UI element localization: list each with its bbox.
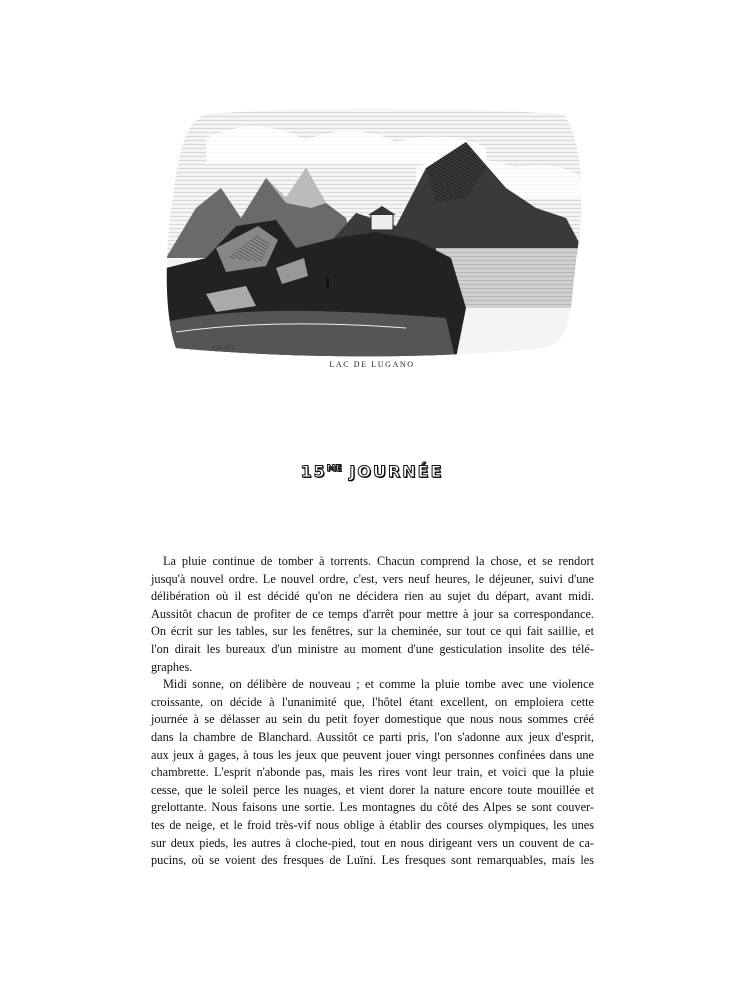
chapter-number: 15 [300, 462, 327, 481]
text-line: croissante, on décide à l'unanimité que, l'hôtel étant excellent, on emploiera cette [151, 694, 594, 709]
chapter-number-suffix: ME [326, 464, 342, 474]
paragraph-2 [151, 676, 594, 870]
text-line: Midi sonne, on délibère de nouveau ; et comme la pluie tombe avec une violence [163, 677, 594, 692]
text-line: jusqu'à nouvel ordre. Le nouvel ordre, c'est, vers neuf heures, le déjeuner, suivi d'une [151, 571, 594, 586]
text-line: l'on dirait les bureaux d'un ministre au moment d'une gesticulation insolite des télé- [151, 641, 594, 656]
text-line: graphes. [151, 659, 193, 674]
text-line: chambrette. L'esprit n'abonde pas, mais les rires vont leur train, et voici que la pluie [151, 765, 594, 780]
body-text [151, 553, 594, 870]
text-line: Aussitôt chacun de profiter de ce temps d'arrêt pour mettre à jour sa correspondance. [151, 606, 594, 621]
text-line: sur deux pieds, les autres à cloche-pied, tout en nous dirigeant vers un couvent de ca- [151, 835, 594, 850]
text-line: grelottante. Nous faisons une sortie. Les montagnes du côté des Alpes se sont couver- [151, 800, 594, 815]
text-line: délibération où il est décidé qu'on ne décidera rien au sujet du départ, avant midi. [151, 589, 594, 604]
text-line: cesse, que le soleil perce les nuages, et vient dorer la nature encore toute mouillée et [151, 782, 594, 797]
chapter-title: JOURNÉE [349, 462, 444, 481]
text-line: tes de neige, et le froid très-vif nous oblige à établir des courses olympiques, les unes [151, 817, 594, 832]
illustration-caption: LAC DE LUGANO [329, 360, 415, 369]
text-line: On écrit sur les tables, sur les fenêtres, sur la cheminée, sur tout ce qui fait saillie, et [151, 624, 594, 639]
text-line: journée à se délasser au sein du petit foyer domestique que nous nous sommes créé [151, 712, 594, 727]
text-line: aux jeux à gages, à tous les jeux que peuvent jouer vingt personnes confinées dans une [151, 747, 594, 762]
lake-lugano-engraving [166, 108, 582, 362]
artist-signature: G.D. DEL. [212, 346, 237, 351]
chapter-heading [0, 462, 744, 481]
paragraph-1 [151, 553, 594, 676]
text-line: pucins, où se voient des fresques de Luïni. Les fresques sont remarquables, mais les [151, 853, 594, 868]
text-line: dans la chambre de Blanchard. Aussitôt ce parti pris, l'on s'adonne aux jeux d'esprit, [151, 729, 594, 744]
text-line: La pluie continue de tomber à torrents. Chacun comprend la chose, et se rendort [163, 554, 594, 568]
